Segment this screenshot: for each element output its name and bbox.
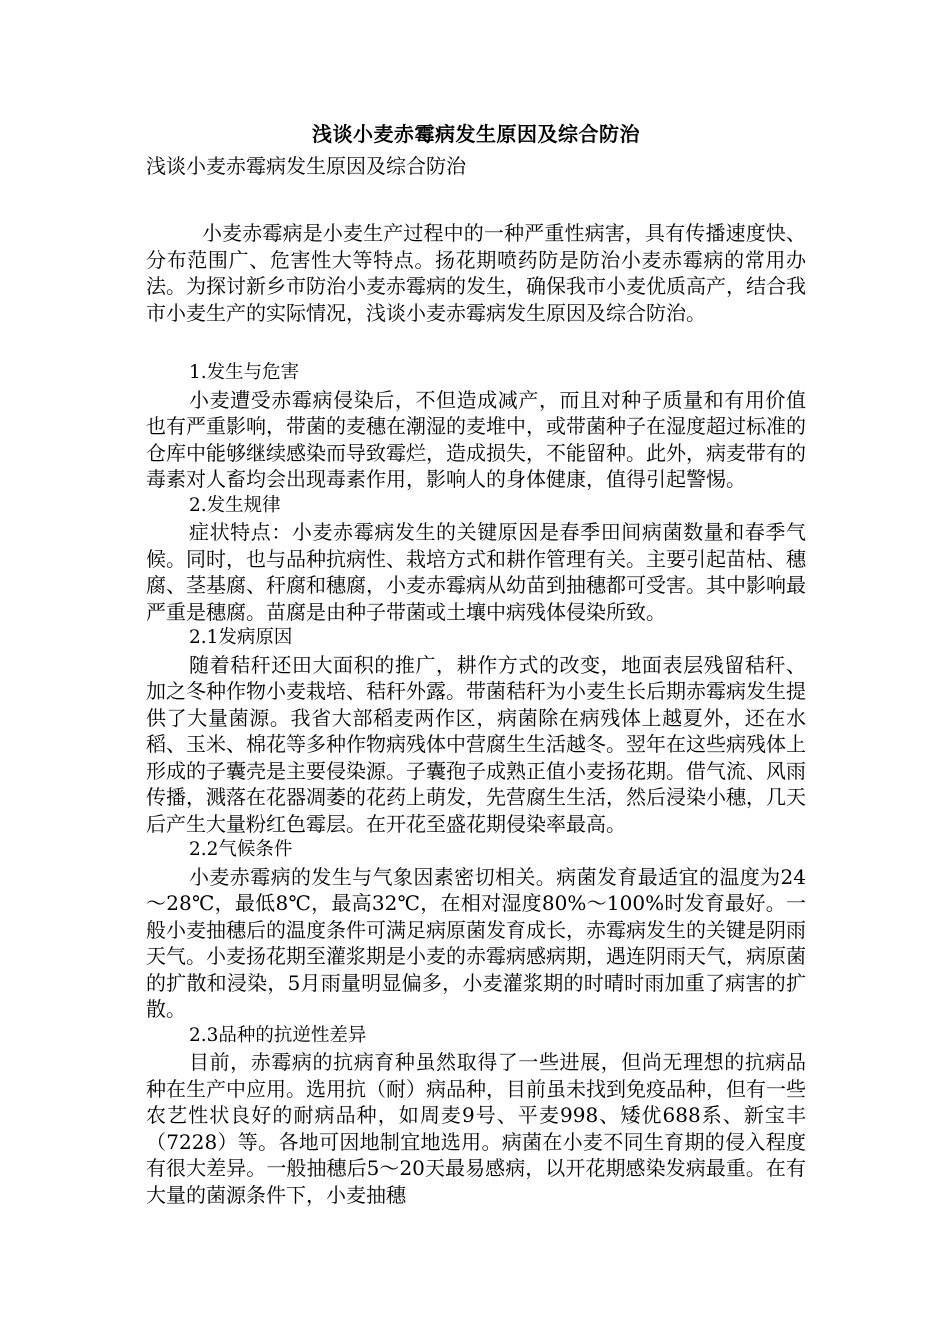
section-heading: 2.发生规律 — [189, 494, 281, 516]
section-body: 随着秸秆还田大面积的推广，耕作方式的改变，地面表层残留秸秆、加之冬种作物小麦栽培、秸秆外露。带菌秸秆为小麦生长后期赤霉病发生提供了大量菌源。我省大部稻麦两作区，病菌除在病残体上越夏外，还在水稻、玉米、棉花等多种作物病残体中营腐生生活越冬。翌年在这些病残体上形成的子囊壳是主要侵染源。子囊孢子成熟正值小麦扬花期。借气流、风雨传播，溅落在花器凋萎的花药上萌发，先营腐生生活，然后浸染小穗，几天后产生大量粉红色霉层。在开花至盛花期侵染率最高。 — [146, 652, 806, 836]
document-title: 浅谈小麦赤霉病发生原因及综合防治 — [312, 122, 640, 146]
document-subtitle: 浅谈小麦赤霉病发生原因及综合防治 — [146, 154, 466, 178]
section-heading: 2.2气候条件 — [189, 839, 293, 860]
section-heading: 1.发生与危害 — [189, 362, 300, 383]
document-page — [146, 118, 806, 1208]
intro-paragraph: 小麦赤霉病是小麦生产过程中的一种严重性病害，具有传播速度快、分布范围广、危害性大等特点。扬花期喷药防是防治小麦赤霉病的常用办法。为探讨新乡市防治小麦赤霉病的发生，确保我市小麦优质高产，结合我市小麦生产的实际情况，浅谈小麦赤霉病发生原因及综合防治。 — [146, 221, 806, 325]
section-body: 小麦赤霉病的发生与气象因素密切相关。病菌发育最适宜的温度为24～28℃，最低8℃，最高32℃，在相对湿度80%～100%时发育最好。一般小麦抽穗后的温度条件可满足病原菌发育成长，赤霉病发生的关键是阴雨天气。小麦扬花期至灌浆期是小麦的赤霉病感病期，遇连阴雨天气，病原菌的扩散和浸染，5月雨量明显偏多，小麦灌浆期的时晴时雨加重了病害的扩散。 — [146, 864, 806, 1021]
section-heading: 2.3品种的抗逆性差异 — [189, 1024, 367, 1046]
section-body: 症状特点：小麦赤霉病发生的关键原因是春季田间病菌数量和春季气候。同时，也与品种抗病性、栽培方式和耕作管理有关。主要引起苗枯、穗腐、茎基腐、秆腐和穗腐，小麦赤霉病从幼苗到抽穗都可受害。其中影响最严重是穗腐。苗腐是由种子带菌或土壤中病残体侵染所致。 — [146, 520, 806, 624]
section-heading: 2.1发病原因 — [189, 627, 293, 648]
section-body: 小麦遭受赤霉病侵染后，不但造成减产，而且对种子质量和有用价值也有严重影响，带菌的麦穗在潮湿的麦堆中，或带菌种子在湿度超过标准的仓库中能够继续感染而导致霉烂，造成损失，不能留种。此外，病麦带有的毒素对人畜均会出现毒素作用，影响人的身体健康，值得引起警惕。 — [146, 387, 806, 491]
section-body: 目前，赤霉病的抗病育种虽然取得了一些进展，但尚无理想的抗病品种在生产中应用。选用抗（耐）病品种，目前虽未找到免疫品种，但有一些农艺性状良好的耐病品种，如周麦9号、平麦998、矮优688系、新宝丰（7228）等。各地可因地制宜地选用。病菌在小麦不同生育期的侵入程度有很大差异。一般抽穗后5～20天最易感病，以开花期感染发病最重。在有大量的菌源条件下，小麦抽穗 — [146, 1050, 806, 1207]
